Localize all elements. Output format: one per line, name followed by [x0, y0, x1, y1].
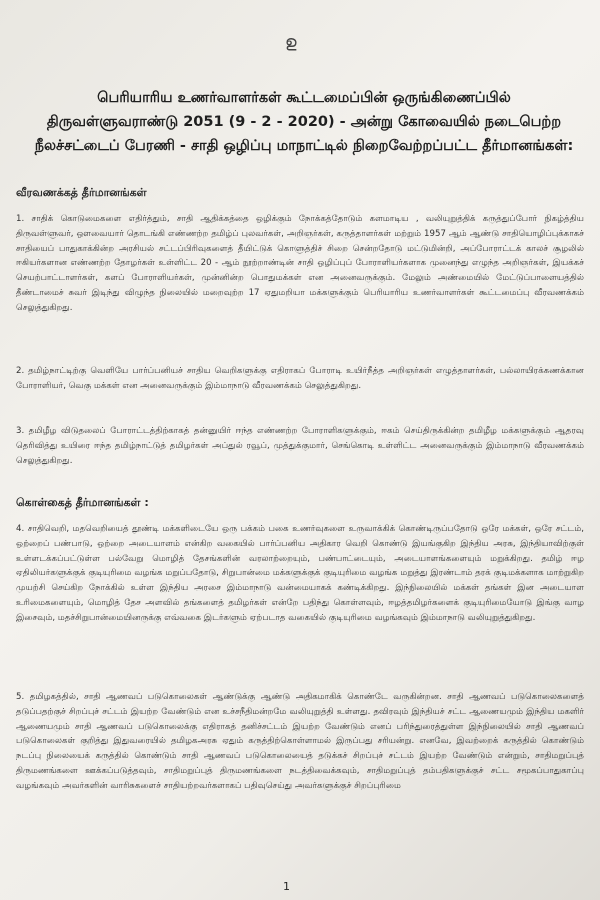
page-number: 1 — [283, 880, 290, 893]
resolution-5: 5. தமிழகத்தில், சாதி ஆணவப் படுகொலைகள் ஆண்டுக்கு ஆண்டு அதிகமாகிக் கொண்டே வருகின்றன. சாதி ஆணவப் படுகொலைகளைத் தடுப்பதற்குச் சிறப்புச் சட்டம் இயற்ற வேண்டும் என உச்சநீதிமன்றமே வலியுறுத்தி உள்ளது. தவிரவும் இந்தியச் சட்ட ஆணையமும் இந்திய மகளிர் ஆணையமும் சாதி ஆணவப் படுகொலைக்கு எதிராகத் தனிச்சட்டம் இயற்ற வேண்டும் எனப் பரிந்துரைத்துள்ள இந்நிலையில் சாதி ஆணவப் படுகொலைகள் குறித்து இதுவரையில் தமிழகஅரசு ஏதும் கருத்திற்கொள்ளாமல் இருப்பது சரியன்று. எனவே, இவற்றைக் கருத்தில் கொண்டும் நடப்பு நிலையைக் கருத்தில் கொண்டும் சாதி ஆணவப் படுகொலையைத் தடுக்கச் சிறப்புச் சட்டம் இயற்ற வேண்டும் என்றும், சாதிமறுப்புத் திருமணங்களை ஊக்கப்படுத்தவும், சாதிமறுப்புத் திருமணங்களை நடத்திவைக்கவும், சாதிமறுப்புத் தம்பதிகளுக்குச் சட்ட சமூகப்பாதுகாப்பு வழங்கவும் அவர்களின் வாரிசுகளைச் சாதியற்றவர்களாகப் பதிவுசெய்து அவர்களுக்குச் சிறப்புரிமை — [16, 692, 584, 791]
top-mark: ഉ — [285, 32, 297, 51]
document-title: பெரியாரிய உணர்வாளர்கள் கூட்டமைப்பின் ஒருங்கிணைப்பில் திருவள்ளுவராண்டு 2051 (9 - 2 - 2020) - அன்று கோவையில் நடைபெற்ற நீலச்சட்டைப் பேரணி - சாதி ஒழிப்பு மாநாட்டில் நிறைவேற்றப்பட்ட தீர்மானங்கள்: — [34, 90, 574, 154]
resolution-3: 3. தமிழீழ விடுதலைப் போராட்டத்திற்காகத் தன்னுயிர் ஈந்த எண்ணற்ற போராளிகளுக்கும், ஈகம் செய்திருக்கின்ற தமிழீழ மக்களுக்கும் ஆதரவு தெரிவித்து உயிரை ஈந்த தமிழ்நாட்டுத் தமிழர்கள் அப்துல் ரவூப், முத்துக்குமார், செங்கொடி உள்ளிட்ட அனைவருக்கும் இம்மாநாடு வீரவணக்கம் செலுத்துகிறது. — [16, 426, 584, 466]
section-heading-tributes: வீரவணக்கத் தீர்மானங்கள் — [16, 186, 147, 199]
resolution-2: 2. தமிழ்நாட்டிற்கு வெளியே பார்ப்பனியச் சாதிய வெறிகளுக்கு எதிராகப் போராடி உயிர்நீத்த அறிஞர்கள் எழுத்தாளர்கள், பல்லாயிரக்கணக்கான போராளியர், வெகு மக்கள் என அனைவருக்கும் இம்மாநாடு வீரவணக்கம் செலுத்துகிறது. — [16, 366, 584, 391]
resolution-4: 4. சாதிவெறி, மதவெறியைத் தூண்டி மக்களிடையே ஒரு பக்கம் பகை உணர்வுகளை உருவாக்கிக் கொண்டிருப்பதோடு ஒரே மக்கள், ஒரே சட்டம், ஒற்றைப் பண்பாடு, ஒற்றை அடையாளம் என்கிற வகையில் பார்ப்பனிய அதிகார வெறி கொண்டு இயங்குகிற இந்திய அரசு, இந்தியாவிற்குள் உள்ளடக்கப்பட்டுள்ள பல்வேறு மொழித் தேசங்களின் வரலாற்றையும், பண்பாட்டையும், அடையாளங்களையும் மறுக்கிறது. தமிழ் ஈழ ஏதிலியர்களுக்குக் குடியுரிமை வழங்க மறுப்பதோடு, சிறுபான்மை மக்களுக்குக் குடியுரிமை வழங்க மறுத்து இரண்டாம் தரக் குடிமக்களாக மாற்றுகிற முயற்சி செய்கிற நோக்கில் உள்ள இந்திய அரசை இம்மாநாடு வன்மையாகக் கண்டிக்கிறது. இந்நிலையில் மக்கள் தங்கள் இன அடையாள உரிமைகளையும், மொழித் தேச அளவில் தங்களைத் தமிழர்கள் என்றே பதிந்து கொள்ளவும், ஈழத்தமிழர்களைக் குடியுரிமையோடு இங்கு வாழ இசைவும், மதச்சிறுபான்மையினருக்கு எவ்வகை இடர்களும் ஏற்படாத வகையில் குடியுரிமை வழங்கவும் இம்மாநாடு வலியுறுத்துகிறது. — [16, 524, 584, 623]
resolution-1: 1. சாதிக் கொடுமைகளை எதிர்த்தும், சாதி ஆதிக்கத்தை ஒழிக்கும் நோக்கத்தோடும் களமாடிய , வலியுறுத்திக் கருத்துப்போர் நிகழ்த்திய திருவள்ளுவர், ஔவையார் தொடங்கி எண்ணற்ற தமிழ்ப் புலவர்கள், அறிஞர்கள், கருத்தாளர்கள் மற்றும் 1957 ஆம் ஆண்டு சாதியொழிப்புக்காகச் சாதியைப் பாதுகாக்கின்ற அரசியல் சட்டப்பிரிவுகளைத் தீயிட்டுக் கொளுத்திச் சிறை சென்றதோடு மட்டுமின்றி, அப்போராட்டக் காலச் சூழலில் ஈகியர்களான எண்ணற்ற தோழர்கள் உள்ளிட்ட 20 - ஆம் நூற்றாண்டின் சாதி ஒழிப்புப் போராளியர்களாக முனைந்து எழுந்த அறிஞர்கள், இயக்கச் செயற்பாட்டாளர்கள், களப் போராளியர்கள், முன்னின்ற பொதுமக்கள் என அனைவருக்கும். மேலும் அண்மையில் மேட்டுப்பாளையத்தில் தீண்டாமைச் சுவர் இடிந்து விழுந்த நிலையில் மறைவுற்ற 17 ஏதுமறியா மக்களுக்கும் பெரியாரிய உணர்வாளர்கள் கூட்டமைப்பு வீரவணக்கம் செலுத்துகிறது. — [16, 214, 584, 313]
section-heading-policy: கொள்கைத் தீர்மானங்கள் : — [16, 496, 149, 509]
